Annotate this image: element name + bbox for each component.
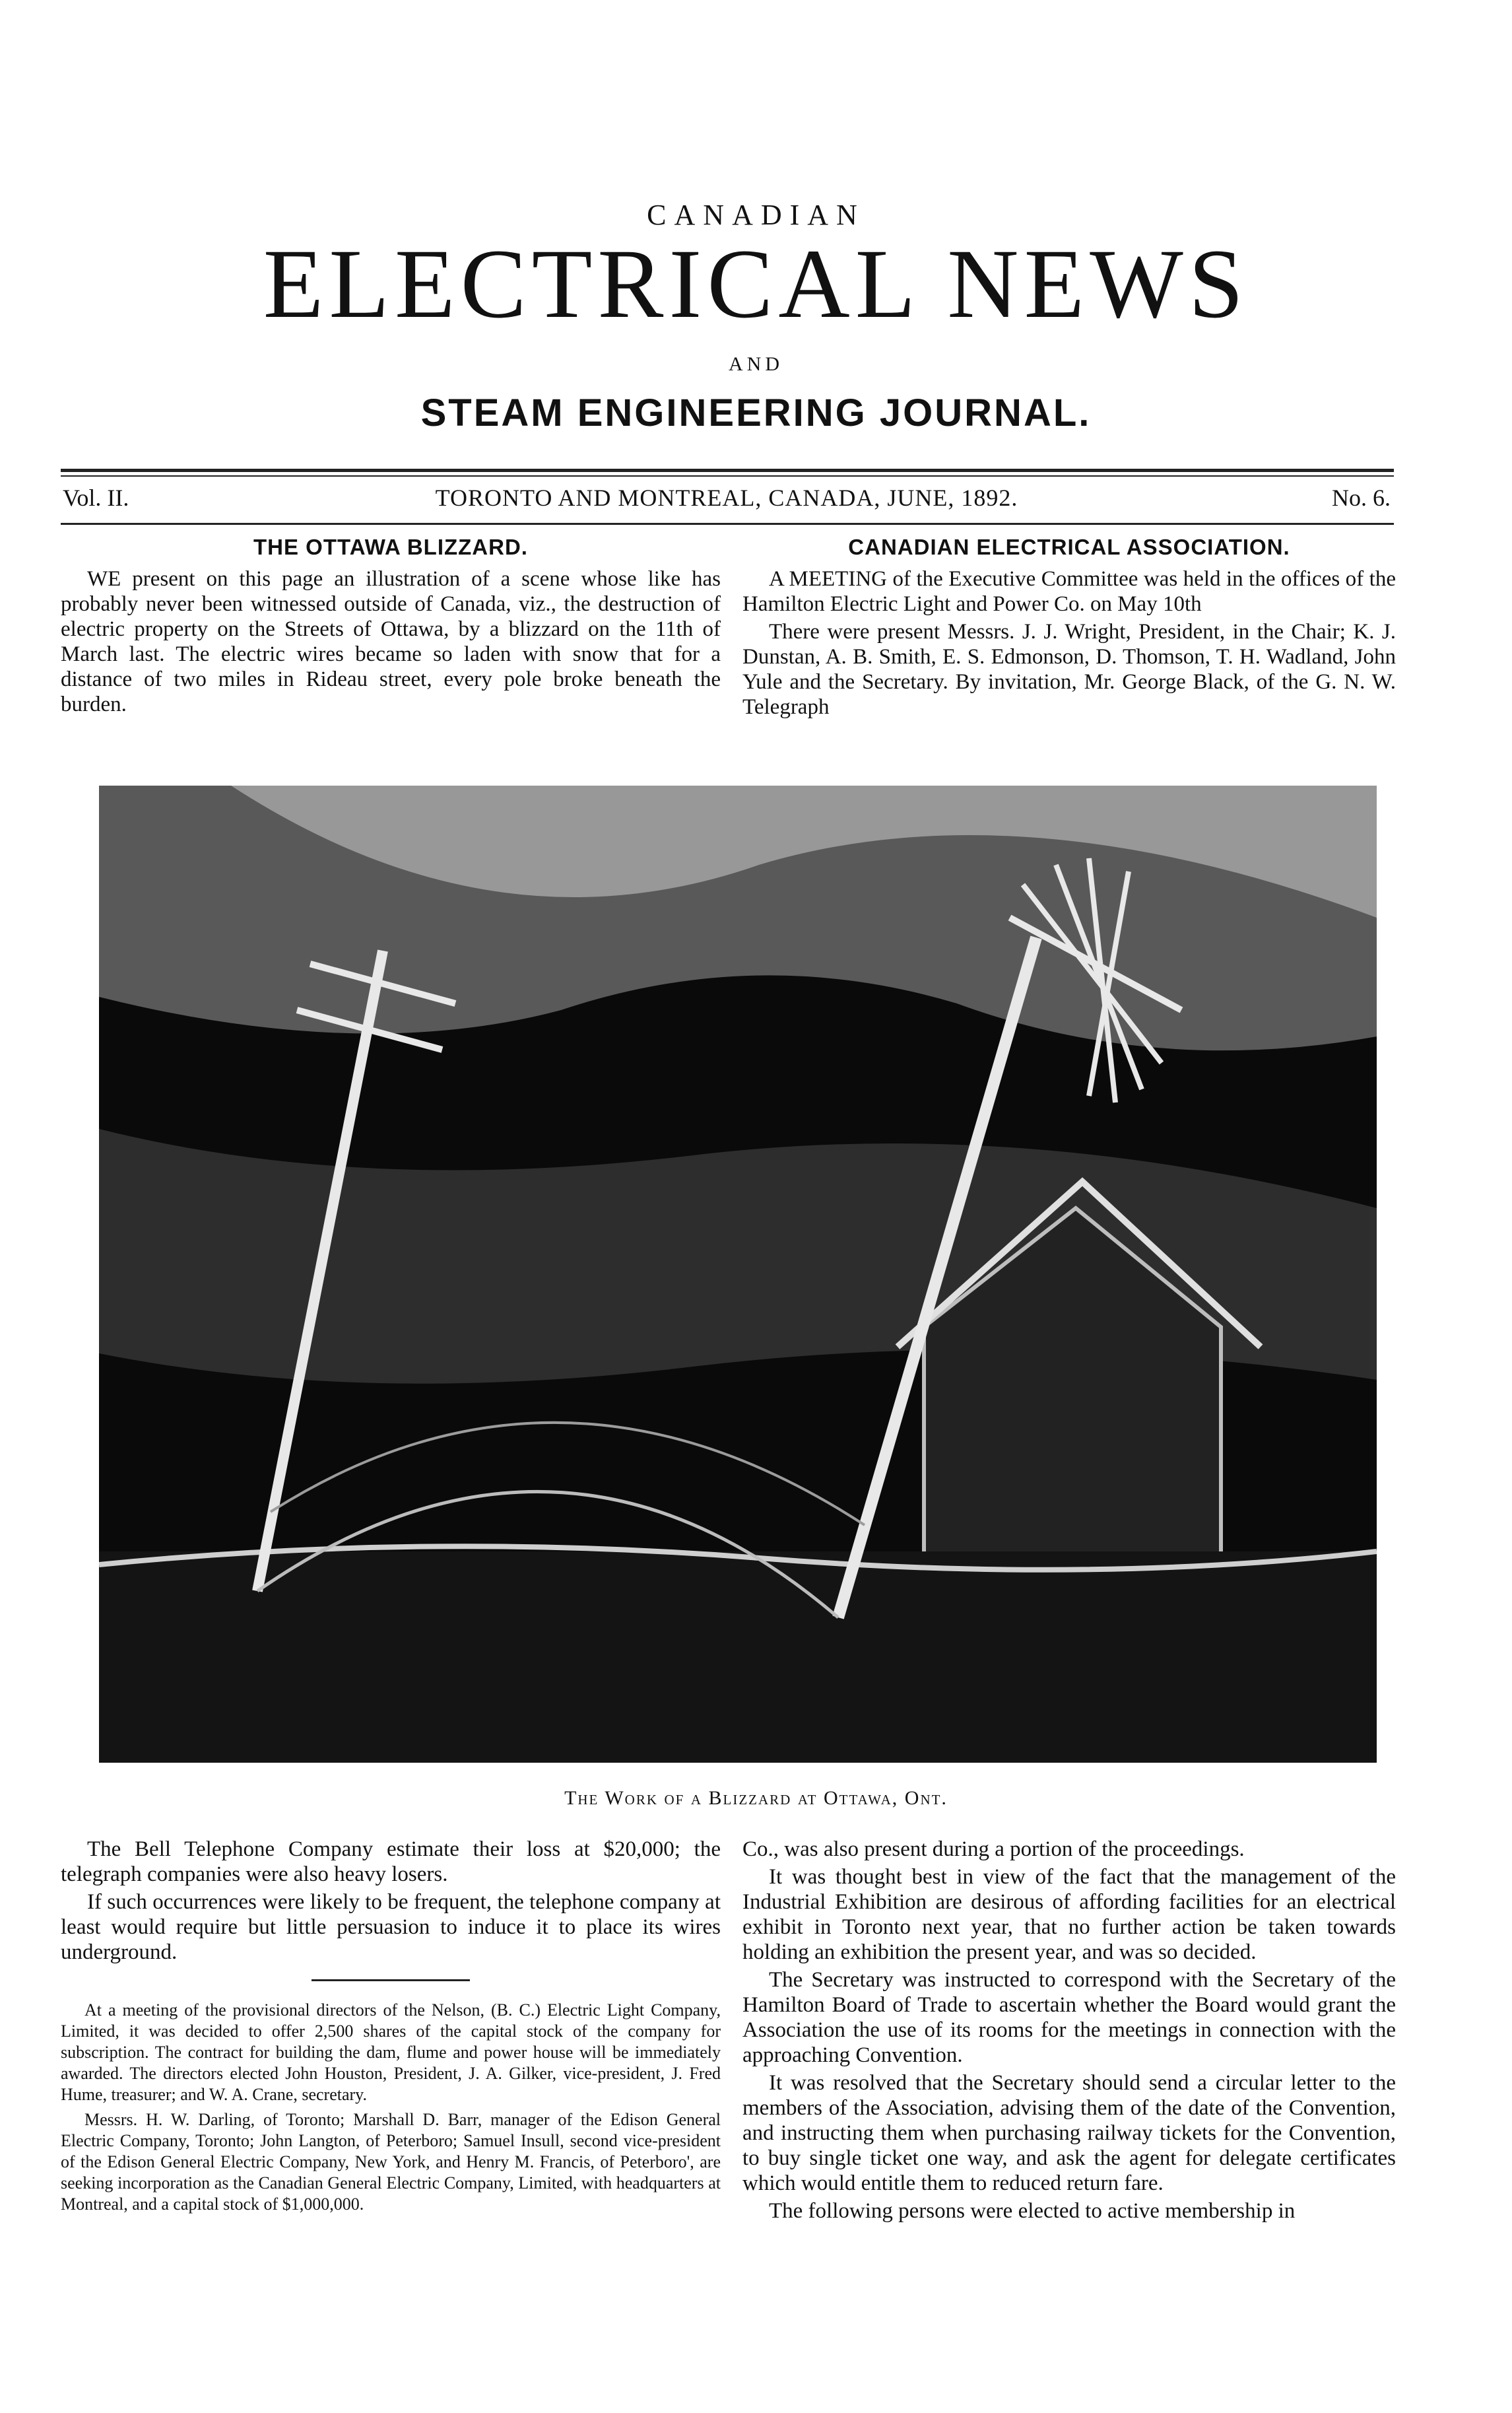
section-divider — [312, 1979, 470, 1981]
article-heading: CANADIAN ELECTRICAL ASSOCIATION. — [848, 535, 1290, 559]
issue-rule — [61, 523, 1394, 525]
article-paragraph: Co., was also present during a portion of the proceedings. — [742, 1837, 1245, 1861]
article-heading: THE OTTAWA BLIZZARD. — [253, 535, 528, 559]
article-paragraph: There were present Messrs. J. J. Wright, President, in the Chair; K. J. Dunstan, A. B. Smith, E. S. Edmonson, D. Thomson, T. H. Wadland, John Yule and the Secretary. By invitation, Mr. George Black, of the G. N. W. Telegraph — [742, 620, 1396, 719]
blizzard-photograph — [99, 786, 1377, 1763]
place-date: TORONTO AND MONTREAL, CANADA, JUNE, 1892. — [435, 485, 1018, 511]
issue-line — [63, 484, 1391, 518]
masthead-subtitle: STEAM ENGINEERING JOURNAL. — [420, 391, 1092, 434]
article-paragraph: The following persons were elected to active membership in — [769, 2199, 1296, 2223]
article-text: WE present on this page an illustration of a scene whose like has probably never been witnessed outside of Canada, viz., the destruction of electric property on the Streets of Ottawa, by a blizzard on the 11th of March last. The electric wires became so laden with snow that for a distance of two miles in Rideau street, every pole broke beneath the burden. — [61, 567, 721, 716]
article-association-continued — [742, 1837, 1396, 2226]
top-rule — [61, 469, 1394, 472]
masthead-canadian: CANADIAN — [647, 199, 865, 231]
issue-number: No. 6. — [1332, 485, 1391, 511]
photo-caption: The Work of a Blizzard at Ottawa, Ont. — [564, 1787, 948, 1809]
article-paragraph: The Bell Telephone Company estimate their loss at $20,000; the telegraph companies were also heavy losers. — [61, 1837, 721, 1886]
article-ottawa-blizzard — [61, 535, 721, 720]
top-thin-rule — [61, 475, 1394, 477]
news-item-nelson: At a meeting of the provisional directors of the Nelson, (B. C.) Electric Light Company, Limited, it was decided to offer 2,500 shares of the capital stock of the company for subscription. The contract for building the dam, flume and power house will be immediately awarded. The directors elected John Houston, President, J. A. Gilker, vice-president, J. Fred Hume, treasurer; and W. A. Crane, secretary. — [61, 2000, 721, 2104]
article-paragraph: A MEETING of the Executive Committee was held in the offices of the Hamilton Electric Light and Power Co. on May 10th — [742, 567, 1396, 616]
volume-label: Vol. II. — [63, 485, 129, 511]
article-paragraph: If such occurrences were likely to be frequent, the telephone company at least would require but little persuasion to induce it to place its wires underground. — [61, 1890, 721, 1964]
masthead-title: ELECTRICAL NEWS — [263, 229, 1249, 339]
article-paragraph: It was thought best in view of the fact that the management of the Industrial Exhibition are desirous of affording facilities for an electrical exhibit in Toronto next year, that no further action be taken towards holding an exhibition the present year, and was so decided. — [742, 1865, 1396, 1964]
masthead-and: AND — [729, 353, 783, 375]
news-item-general-electric: Messrs. H. W. Darling, of Toronto; Marshall D. Barr, manager of the Edison General Electric Company, Toronto; John Langton, of Peterboro; Samuel Insull, second vice-president of the Edison General Electric Company, New York, and Henry M. Francis, of Peterboro', are seeking incorporation as the Canadian General Electric Company, Limited, with headquarters at Montreal, and a capital stock of $1,000,000. — [61, 2110, 721, 2214]
article-bell-telephone — [61, 1837, 721, 2219]
article-paragraph: The Secretary was instructed to correspond with the Secretary of the Hamilton Board of Trade to ascertain whether the Board would grant the Association the use of its rooms for the meetings in connection with the approaching Convention. — [742, 1968, 1396, 2067]
article-paragraph: It was resolved that the Secretary should send a circular letter to the members of the Association, advising them of the date of the Convention, and instructing them when purchasing railway tickets for the Convention, to buy single ticket one way, and ask the agent for delegate certificates which would entitle them to reduced return fare. — [742, 2071, 1396, 2195]
article-electrical-association — [742, 535, 1396, 722]
